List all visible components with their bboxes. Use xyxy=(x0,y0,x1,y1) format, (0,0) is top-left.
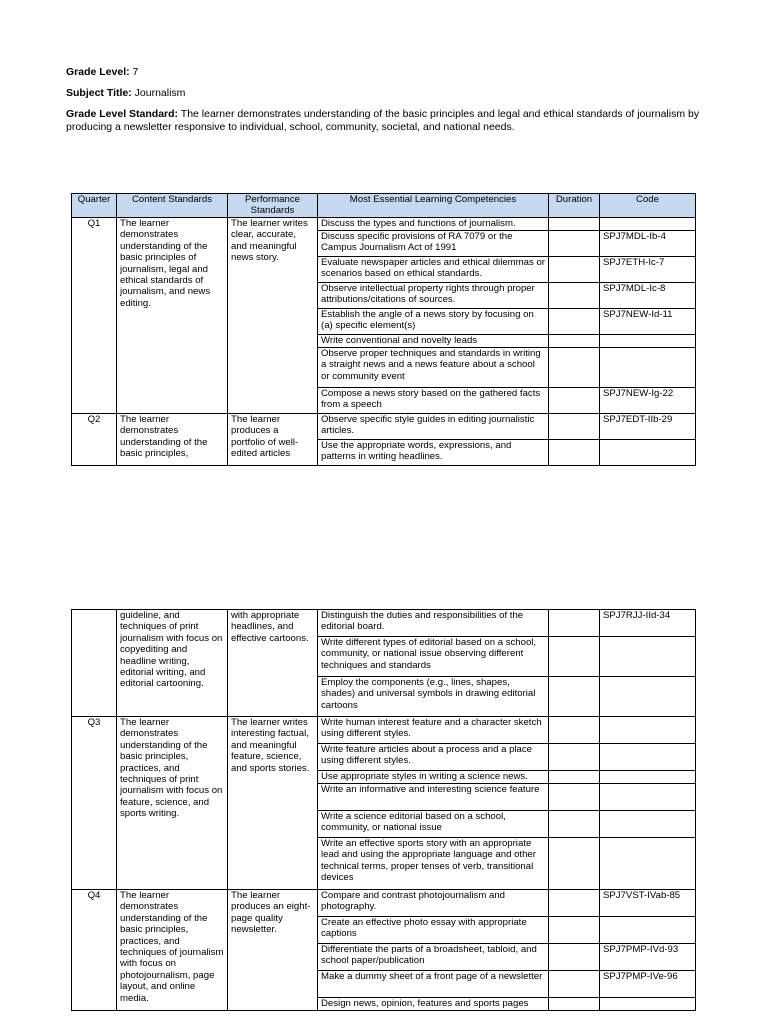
code-cell: SPJ7PMP-IVe-96 xyxy=(600,971,696,998)
duration-cell xyxy=(549,257,600,283)
table-row xyxy=(72,218,696,231)
code-cell xyxy=(600,677,696,717)
curriculum-table-page-1 xyxy=(71,193,696,466)
duration-cell xyxy=(549,971,600,998)
performance-standard-cell: The learner writes clear, accurate, and meaningful news story. xyxy=(228,218,318,414)
duration-cell xyxy=(549,784,600,811)
code-cell: SPJ7VST-IVab-85 xyxy=(600,890,696,917)
code-cell xyxy=(600,771,696,784)
code-cell xyxy=(600,744,696,771)
table-row xyxy=(72,717,696,744)
duration-cell xyxy=(549,309,600,335)
duration-cell xyxy=(549,917,600,944)
code-cell: SPJ7RJJ-IId-34 xyxy=(600,610,696,637)
subject-title-line xyxy=(66,87,706,100)
duration-cell xyxy=(549,811,600,838)
code-cell: SPJ7PMP-IVd-93 xyxy=(600,944,696,971)
table-row xyxy=(72,890,696,917)
table-row xyxy=(72,414,696,440)
code-cell xyxy=(600,440,696,466)
col-header-performance-standards: Performance Standards xyxy=(228,194,318,218)
duration-cell xyxy=(549,944,600,971)
content-standard-cell: The learner demonstrates understanding of the basic principles, xyxy=(117,414,228,466)
competency-cell: Evaluate newspaper articles and ethical dilemmas or scenarios based on ethical standards. xyxy=(318,257,549,283)
competency-cell: Design news, opinion, features and sports pages xyxy=(318,998,549,1011)
duration-cell xyxy=(549,838,600,890)
duration-cell xyxy=(549,231,600,257)
content-standard-cell: The learner demonstrates understanding of the basic principles of journalism, legal and ethical standards of journalism, and news editing. xyxy=(117,218,228,414)
performance-standard-cell: The learner produces a portfolio of well-edited articles xyxy=(228,414,318,466)
duration-cell xyxy=(549,637,600,677)
code-cell: SPJ7EDT-IIb-29 xyxy=(600,414,696,440)
code-cell xyxy=(600,784,696,811)
code-cell: SPJ7NEW-Id-11 xyxy=(600,309,696,335)
competency-cell: Compose a news story based on the gathered facts from a speech xyxy=(318,388,549,414)
duration-cell xyxy=(549,414,600,440)
duration-cell xyxy=(549,218,600,231)
grade-level-standard xyxy=(66,108,706,134)
competency-cell: Use appropriate styles in writing a science news. xyxy=(318,771,549,784)
quarter-cell: Q2 xyxy=(72,414,117,466)
duration-cell xyxy=(549,335,600,348)
duration-cell xyxy=(549,677,600,717)
grade-level-standard-text: The learner demonstrates understanding of the basic principles and legal and ethical standards of journalism by producing a newsletter responsive to individual, school, community, societal, and national needs. xyxy=(66,108,700,133)
quarter-cell: Q1 xyxy=(72,218,117,414)
competency-cell: Differentiate the parts of a broadsheet, tabloid, and school paper/publication xyxy=(318,944,549,971)
competency-cell: Distinguish the duties and responsibilities of the editorial board. xyxy=(318,610,549,637)
col-header-quarter: Quarter xyxy=(72,194,117,218)
code-cell xyxy=(600,717,696,744)
code-cell xyxy=(600,917,696,944)
competency-cell: Write feature articles about a process and a place using different styles. xyxy=(318,744,549,771)
subject-title-label: Subject Title: xyxy=(66,87,132,99)
grade-level-label: Grade Level: xyxy=(66,66,130,78)
duration-cell xyxy=(549,890,600,917)
competency-cell: Write human interest feature and a character sketch using different styles. xyxy=(318,717,549,744)
duration-cell xyxy=(549,388,600,414)
competency-cell: Make a dummy sheet of a front page of a newsletter xyxy=(318,971,549,998)
code-cell xyxy=(600,218,696,231)
subject-title-value: Journalism xyxy=(134,87,186,99)
competency-cell: Create an effective photo essay with appropriate captions xyxy=(318,917,549,944)
code-cell xyxy=(600,998,696,1011)
duration-cell xyxy=(549,998,600,1011)
duration-cell xyxy=(549,744,600,771)
col-header-content-standards: Content Standards xyxy=(117,194,228,218)
code-cell xyxy=(600,335,696,348)
curriculum-table-page-2 xyxy=(71,609,696,1011)
grade-level-value: 7 xyxy=(132,66,139,78)
code-cell xyxy=(600,348,696,388)
duration-cell xyxy=(549,717,600,744)
content-standard-cell: The learner demonstrates understanding of the basic principles, practices, and techniques of journalism with focus on photojournalism, page layout, and online media. xyxy=(117,890,228,1011)
col-header-melc: Most Essential Learning Competencies xyxy=(318,194,549,218)
competency-cell: Write an informative and interesting science feature xyxy=(318,784,549,811)
duration-cell xyxy=(549,348,600,388)
content-standard-cell: guideline, and techniques of print journalism with focus on copyediting and headline writing, editorial writing, and editorial cartooning. xyxy=(117,610,228,717)
code-cell xyxy=(600,637,696,677)
duration-cell xyxy=(549,771,600,784)
competency-cell: Discuss specific provisions of RA 7079 or the Campus Journalism Act of 1991 xyxy=(318,231,549,257)
code-cell: SPJ7MDL-Ib-4 xyxy=(600,231,696,257)
quarter-cell: Q3 xyxy=(72,717,117,890)
competency-cell: Employ the components (e.g., lines, shapes, shades) and universal symbols in drawing editorial cartoons xyxy=(318,677,549,717)
competency-cell: Write an effective sports story with an appropriate lead and using the appropriate language and other technical terms, proper tenses of verb, transitional devices xyxy=(318,838,549,890)
performance-standard-cell: The learner writes interesting factual, and meaningful feature, science, and sports stories. xyxy=(228,717,318,890)
code-cell: SPJ7NEW-Ig-22 xyxy=(600,388,696,414)
competency-cell: Observe intellectual property rights through proper attributions/citations of sources. xyxy=(318,283,549,309)
duration-cell xyxy=(549,440,600,466)
code-cell: SPJ7ETH-Ic-7 xyxy=(600,257,696,283)
col-header-duration: Duration xyxy=(549,194,600,218)
table-row xyxy=(72,610,696,637)
competency-cell: Observe proper techniques and standards in writing a straight news and a news feature about a school or community event xyxy=(318,348,549,388)
code-cell: SPJ7MDL-Ic-8 xyxy=(600,283,696,309)
performance-standard-cell: with appropriate headlines, and effective cartoons. xyxy=(228,610,318,717)
code-cell xyxy=(600,838,696,890)
quarter-cell: Q4 xyxy=(72,890,117,1011)
competency-cell: Write conventional and novelty leads xyxy=(318,335,549,348)
content-standard-cell: The learner demonstrates understanding of the basic principles, practices, and techniques of print journalism with focus on feature, science, and sports writing. xyxy=(117,717,228,890)
competency-cell: Use the appropriate words, expressions, and patterns in writing headlines. xyxy=(318,440,549,466)
duration-cell xyxy=(549,283,600,309)
competency-cell: Compare and contrast photojournalism and photography. xyxy=(318,890,549,917)
grade-level-line xyxy=(66,66,706,79)
competency-cell: Observe specific style guides in editing journalistic articles. xyxy=(318,414,549,440)
competency-cell: Write different types of editorial based on a school, community, or national issue observing different techniques and standards xyxy=(318,637,549,677)
code-cell xyxy=(600,811,696,838)
grade-level-standard-label: Grade Level Standard: xyxy=(66,108,179,120)
quarter-cell xyxy=(72,610,117,717)
duration-cell xyxy=(549,610,600,637)
competency-cell: Write a science editorial based on a school, community, or national issue xyxy=(318,811,549,838)
competency-cell: Discuss the types and functions of journalism. xyxy=(318,218,549,231)
performance-standard-cell: The learner produces an eight-page quality newsletter. xyxy=(228,890,318,1011)
table-header-row xyxy=(72,194,696,218)
col-header-code: Code xyxy=(600,194,696,218)
competency-cell: Establish the angle of a news story by focusing on (a) specific element(s) xyxy=(318,309,549,335)
